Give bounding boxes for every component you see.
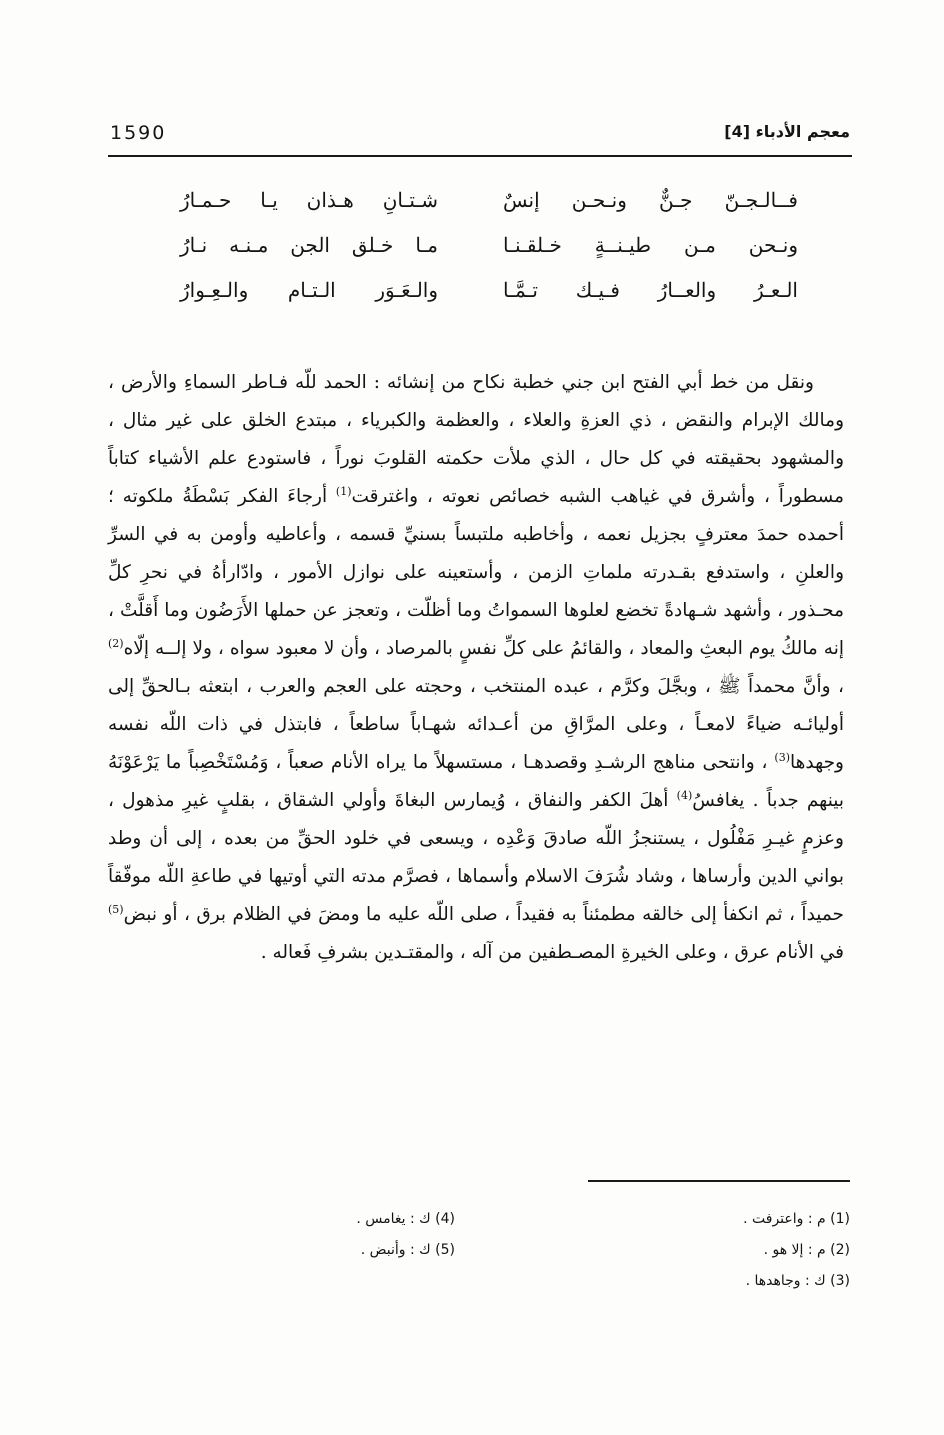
footnote-marker-1: (1): [335, 484, 352, 498]
paragraph-text: ونقل من خط أبي الفتح ابن جني خطبة نكاح من إنشائه : الحمد للّه فـاطر السماءِ والأرض ، ومالك الإبرام والنقض ، ذي العزةِ والعلاء ، والعظمة والكبرياء ، مبتدع الخلق على غير مثال ، والمشهود بحقيقته في كل حال ، الذي ملأت حكمته القلوبَ نوراً ، فاستودع علم الأشياء كتاباً مسطوراً ، وأشرق في غياهب الشبه خصائص نعوته ، واغترقت: [108, 371, 845, 507]
page-number: 1590: [110, 122, 167, 144]
poem-verse-2: [180, 233, 798, 278]
footnote-5: (5) ك : وأنبض .: [360, 1242, 455, 1258]
paragraph-text: أهلَ الكفر والنفاق ، وُيمارس البغاةَ وأولي الشقاق ، بقلبٍ غيرِ مذهول ، وعزمٍ غيـرِ مَفْلُول ، يستنجزُ اللّه صادقَ وَعْدِه ، ويسعى في خلود الحقِّ من بعده ، إلى أن وطد بواني الدين وأرساها ، وشاد شُرَفَ الاسلام وأسماها ، فصرَّم مدته التي أوتيها في طاعةِ اللّه موفّقاً حميداً ، ثم انكفأ إلى خالقه مطمئناً به فقيداً ، صلى اللّه عليه ما ومضَ في الظلام برق ، أو نبض: [108, 789, 844, 925]
footnote-marker-5: (5): [108, 902, 124, 916]
footnote-4: (4) ك : يغامس .: [356, 1211, 455, 1227]
footnote-2: (2) م : إلا هو .: [763, 1242, 850, 1258]
verse-2-first-hemistich: ونـحن مـن طيـنــةٍ خـلقـنـا: [503, 233, 798, 257]
poem-verse-3: [180, 278, 798, 323]
footnote-divider: [588, 1180, 850, 1182]
footnote-marker-4: (4): [676, 788, 693, 802]
poem-verse-1: [180, 188, 798, 233]
verse-2-second-hemistich: مـا خـلق الجن مـنـه نـارُ: [180, 233, 438, 257]
paragraph-text: ، وانتحى مناهج الرشـدِ وقصدهـا ، مستسهلاً ما يراه الأنام صعباً ، وَمُسْتَخْصِباً ما يَرْعَوْنَهُ بينهم جدباً . يغافسُ: [108, 751, 845, 811]
poem: [180, 188, 798, 323]
verse-1-second-hemistich: شـتـانِ هـذان يـا حـمـارُ: [180, 188, 438, 212]
header-divider: [108, 155, 852, 157]
paragraph-text: ، وأنَّ محمداً ﷺ ، وبجَّلَ وكرَّم ، عبده المنتخب ، وحجته على العجم والعرب ، ابتعثه بـالحقِّ إلى أوليائـه ضياءً لامعـاً ، وعلى المرَّاقِ من أعـدائه شهـاباً ساطعاً ، فابتذل في ذات اللّه نفسه وجهدها: [108, 675, 844, 773]
running-head: [110, 122, 850, 150]
footnote-1: (1) م : واعترفت .: [743, 1211, 850, 1227]
verse-3-second-hemistich: والـعَـوَر الـتـام والـعِـوارُ: [180, 278, 438, 302]
verse-3-first-hemistich: الـعـرُ والعــارُ فـيـك تـمَّـا: [503, 278, 798, 302]
book-title: معجم الأدباء [4]: [724, 122, 850, 141]
verse-1-first-hemistich: فــالـجـنّ جـنٌّ ونـحـن إنسٌ: [503, 188, 798, 212]
sermon-paragraph: [108, 364, 844, 972]
footnotes-left-column: [155, 1204, 455, 1266]
paragraph-text: أرجاءَ الفكر بَسْطَةُ ملكوته ؛ أحمده حمدَ معترفٍ بجزيل نعمه ، وأخاطبه ملتبساً بسنيِّ قسمه ، وأعاطيه وأومن به في السرِّ والعلنِ ، واستدفع بقـدرته ملماتِ الزمن ، وأستعينه على نوازل الأمور ، وادّارأهُ في نحرِ كلِّ محـذور ، وأشهد شـهادةً تخضع لعلوها السمواتُ وما أظلّت ، وتعجز عن حملها الأَرَضُون وما أَقلَّتْ ، إنه مالكُ يوم البعثِ والمعاد ، والقائمُ على كلِّ نفسٍ بالمرصاد ، وأن لا معبود سواه ، ولا إلــه إلّاه: [108, 485, 844, 659]
footnote-marker-3: (3): [774, 750, 790, 764]
paragraph-text: في الأنام عرق ، وعلى الخيرةِ المصـطفين من آله ، والمقتـدين بشرفِ فَعاله .: [260, 941, 844, 963]
footnotes-right-column: [550, 1204, 850, 1297]
footnote-3: (3) ك : وجاهدها .: [745, 1273, 850, 1289]
footnote-marker-2: (2): [108, 636, 124, 650]
